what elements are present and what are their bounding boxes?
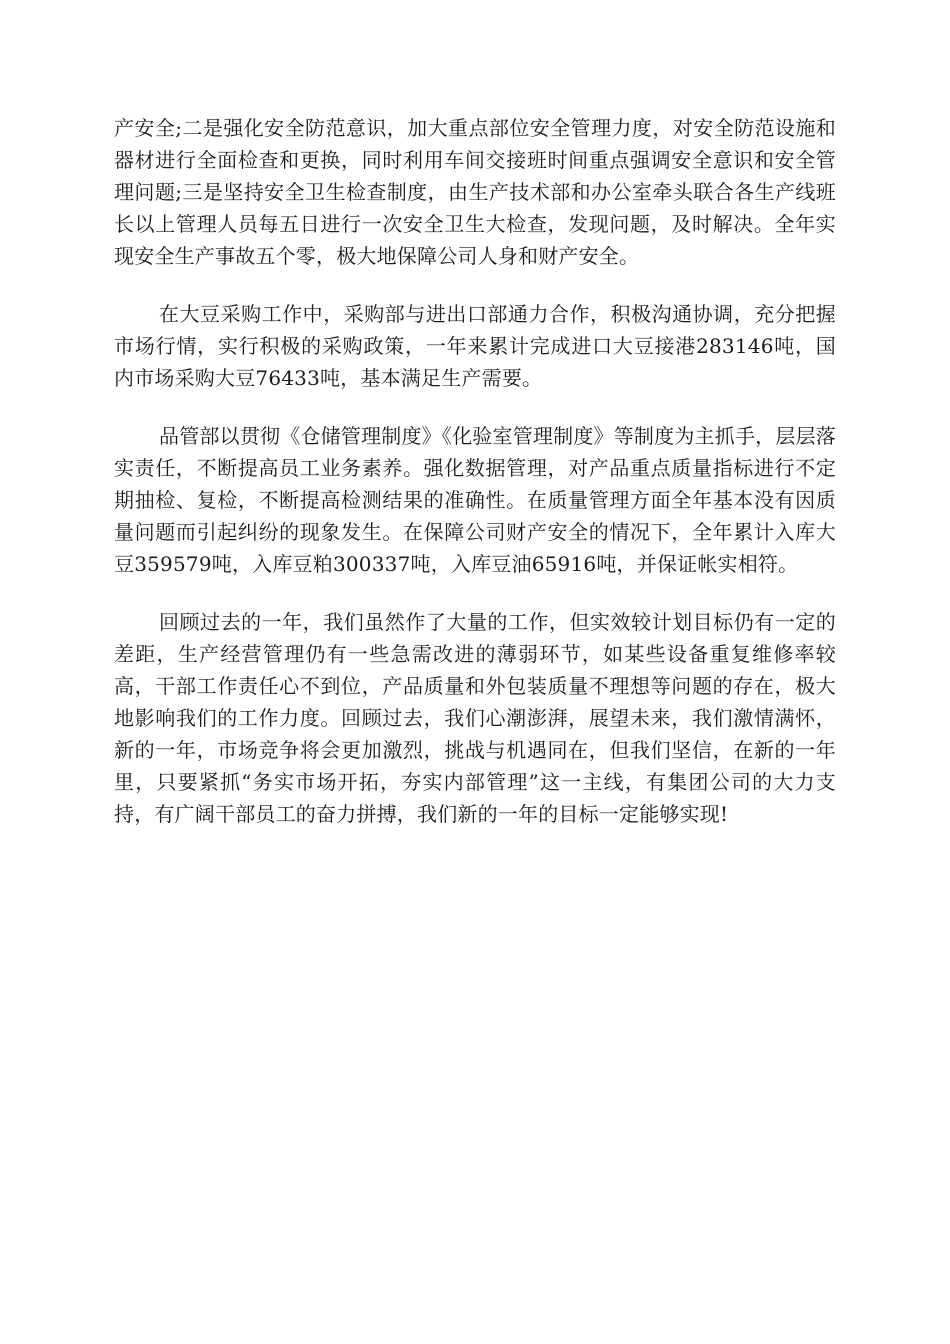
paragraph-quality-management: 品管部以贯彻《仓储管理制度》《化验室管理制度》等制度为主抓手，层层落实责任，不断提高员工业务素养。强化数据管理，对产品重点质量指标进行不定期抽检、复检，不断提高检测结果的准确性。在质量管理方面全年基本没有因质量问题而引起纠纷的现象发生。在保障公司财产安全的情况下，全年累计入库大豆359579吨，入库豆粕300337吨，入库豆油65916吨，并保证帐实相符。 <box>114 424 836 576</box>
document-body <box>114 112 836 856</box>
paragraph-safety-continuation: 产安全;二是强化安全防范意识，加大重点部位安全管理力度，对安全防范设施和器材进行全面检查和更换，同时利用车间交接班时间重点强调安全意识和安全管理问题;三是坚持安全卫生检查制度，由生产技术部和办公室牵头联合各生产线班长以上管理人员每五日进行一次安全卫生大检查，发现问题，及时解决。全年实现安全生产事故五个零，极大地保障公司人身和财产安全。 <box>114 116 836 268</box>
paragraph-review-outlook: 回顾过去的一年，我们虽然作了大量的工作，但实效较计划目标仍有一定的差距，生产经营管理仍有一些急需改进的薄弱环节，如某些设备重复维修率较高，干部工作责任心不到位，产品质量和外包装质量不理想等问题的存在，极大地影响我们的工作力度。回顾过去，我们心潮澎湃，展望未来，我们激情满怀，新的一年，市场竞争将会更加激烈，挑战与机遇同在，但我们坚信，在新的一年里，只要紧抓“务实市场开拓，夯实内部管理”这一主线，有集团公司的大力支持，有广阔干部员工的奋力拼搏，我们新的一年的目标一定能够实现! <box>114 610 836 826</box>
paragraph-soybean-procurement: 在大豆采购工作中，采购部与进出口部通力合作，积极沟通协调，充分把握市场行情，实行积极的采购政策，一年来累计完成进口大豆接港283146吨，国内市场采购大豆76433吨，基本满足生产需要。 <box>114 302 836 390</box>
